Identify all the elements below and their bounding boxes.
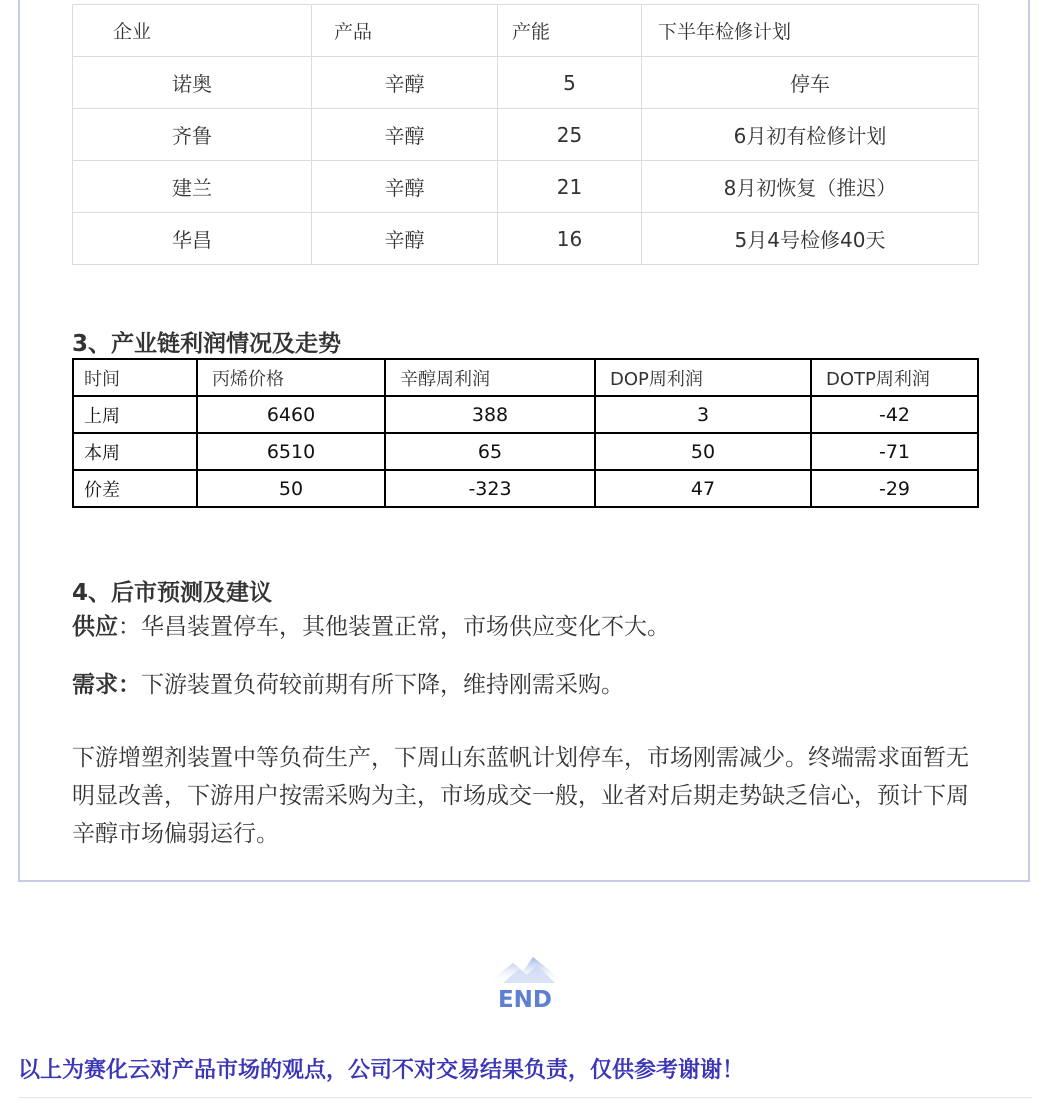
cell-plan: 8月初恢复（推迟） [642, 161, 979, 213]
header-product: 产品 [312, 5, 498, 57]
header-time: 时间 [73, 359, 197, 396]
supply-text: ：华昌装置停车，其他装置正常，市场供应变化不大。 [118, 614, 670, 640]
footer-disclaimer: 以上为赛化云对产品市场的观点，公司不对交易结果负责，仅供参考谢谢！ [18, 1058, 745, 1083]
cell-propylene-price: 6460 [197, 396, 385, 433]
supply-paragraph [72, 608, 972, 646]
profit-table [72, 358, 979, 508]
cell-capacity: 16 [498, 213, 642, 265]
cell-capacity: 21 [498, 161, 642, 213]
cell-company: 华昌 [73, 213, 312, 265]
table-row [73, 109, 979, 161]
cell-company: 诺奥 [73, 57, 312, 109]
cell-dop-profit: 50 [595, 433, 811, 470]
demand-text: 下游装置负荷较前期有所下降，维持刚需采购。 [141, 672, 624, 698]
demand-paragraph [72, 666, 972, 704]
cell-product: 辛醇 [312, 161, 498, 213]
header-octanol-profit: 辛醇周利润 [385, 359, 595, 396]
table-row [73, 433, 978, 470]
table-row [73, 396, 978, 433]
cell-propylene-price: 6510 [197, 433, 385, 470]
cell-capacity: 25 [498, 109, 642, 161]
cell-plan: 5月4号检修40天 [642, 213, 979, 265]
cell-dop-profit: 3 [595, 396, 811, 433]
mountain-icon [475, 955, 575, 985]
table-row [73, 470, 978, 507]
cell-product: 辛醇 [312, 109, 498, 161]
cell-plan: 停车 [642, 57, 979, 109]
header-propylene-price: 丙烯价格 [197, 359, 385, 396]
cell-dop-profit: 47 [595, 470, 811, 507]
section-4-title: 4、后市预测及建议 [72, 580, 273, 606]
table-header-row [73, 359, 978, 396]
table-row [73, 213, 979, 265]
cell-time: 本周 [73, 433, 197, 470]
section-3-title: 3、产业链利润情况及走势 [72, 331, 342, 357]
end-label: END [497, 987, 553, 1013]
supply-label: 供应 [72, 614, 118, 640]
header-plan: 下半年检修计划 [642, 5, 979, 57]
cell-octanol-profit: 65 [385, 433, 595, 470]
outlook-paragraph: 下游增塑剂装置中等负荷生产，下周山东蓝帆计划停车，市场刚需减少。终端需求面暂无明显改善，下游用户按需采购为主，市场成交一般，业者对后期走势缺乏信心，预计下周辛醇市场偏弱运行。 [72, 745, 969, 847]
cell-time: 上周 [73, 396, 197, 433]
cell-product: 辛醇 [312, 57, 498, 109]
table-row [73, 57, 979, 109]
cell-dotp-profit: -29 [811, 470, 978, 507]
header-dotp-profit: DOTP周利润 [811, 359, 978, 396]
header-company: 企业 [73, 5, 312, 57]
cell-company: 齐鲁 [73, 109, 312, 161]
cell-company: 建兰 [73, 161, 312, 213]
cell-capacity: 5 [498, 57, 642, 109]
table-header-row [73, 5, 979, 57]
table-row [73, 161, 979, 213]
cell-octanol-profit: 388 [385, 396, 595, 433]
header-capacity: 产能 [498, 5, 642, 57]
cell-propylene-price: 50 [197, 470, 385, 507]
demand-label: 需求： [72, 672, 141, 698]
maintenance-table [72, 4, 979, 265]
cell-octanol-profit: -323 [385, 470, 595, 507]
cell-product: 辛醇 [312, 213, 498, 265]
cell-dotp-profit: -42 [811, 396, 978, 433]
cell-time: 价差 [73, 470, 197, 507]
cell-plan: 6月初有检修计划 [642, 109, 979, 161]
header-dop-profit: DOP周利润 [595, 359, 811, 396]
cell-dotp-profit: -71 [811, 433, 978, 470]
footer-divider [18, 1097, 1032, 1098]
